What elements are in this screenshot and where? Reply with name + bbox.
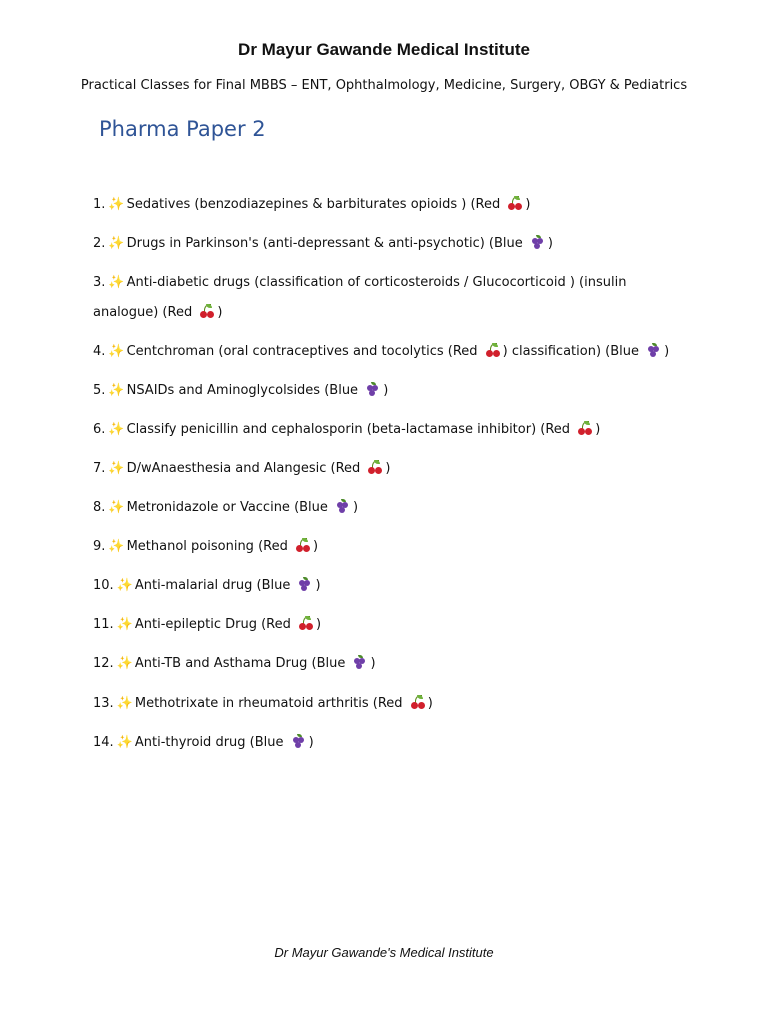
- item-text: Methanol poisoning (Red: [126, 539, 292, 554]
- cherries-icon: [484, 343, 501, 357]
- list-item: [93, 190, 673, 220]
- sparkles-icon: ✨: [116, 696, 133, 711]
- list-item: [93, 532, 673, 562]
- item-number: 3.: [93, 275, 106, 290]
- cherries-icon: [198, 304, 215, 318]
- cherries-icon: [366, 460, 383, 474]
- item-text-close: ): [427, 696, 433, 711]
- sparkles-icon: ✨: [116, 617, 133, 632]
- course-subtitle: Practical Classes for Final MBBS – ENT, Ophthalmology, Medicine, Surgery, OBGY & Pediatrics: [80, 78, 688, 93]
- list-item: [93, 610, 673, 640]
- item-text-close: ): [312, 539, 319, 554]
- list-item: [93, 571, 673, 601]
- cherries-icon: [506, 196, 523, 210]
- list-item: [93, 454, 673, 484]
- paper-heading: Pharma Paper 2: [99, 117, 266, 141]
- item-number: 7.: [93, 461, 106, 476]
- item-text: Metronidazole or Vaccine (Blue: [126, 500, 333, 515]
- item-number: 5.: [93, 383, 106, 398]
- grapes-icon: [334, 499, 351, 513]
- item-text: Methotrixate in rheumatoid arthritis (Red: [134, 696, 407, 711]
- cherries-icon: [294, 538, 311, 552]
- item-text: Anti-thyroid drug (Blue: [134, 735, 288, 750]
- item-text-close: ): [370, 656, 376, 671]
- list-item: [93, 268, 673, 328]
- item-text-close: ): [383, 383, 389, 398]
- grapes-icon: [645, 343, 662, 357]
- sparkles-icon: ✨: [108, 461, 125, 476]
- list-item: [93, 229, 673, 259]
- grapes-icon: [290, 734, 307, 748]
- item-number: 9.: [93, 539, 106, 554]
- item-number: 8.: [93, 500, 106, 515]
- sparkles-icon: ✨: [108, 539, 125, 554]
- item-text: Anti-diabetic drugs (classification of corticosteroids / Glucocorticoid ) (insulin analogue) (Red: [93, 275, 627, 320]
- institute-title: Dr Mayur Gawande Medical Institute: [238, 40, 530, 59]
- item-number: 14.: [93, 735, 114, 750]
- sparkles-icon: ✨: [116, 578, 133, 593]
- item-text-close: ): [315, 578, 321, 593]
- item-text-end: ): [664, 344, 670, 359]
- item-number: 2.: [93, 236, 106, 251]
- sparkles-icon: ✨: [108, 500, 125, 515]
- list-item: [93, 415, 673, 445]
- sparkles-icon: ✨: [108, 236, 125, 251]
- item-number: 10.: [93, 578, 114, 593]
- page-footer: Dr Mayur Gawande's Medical Institute: [274, 945, 494, 960]
- grapes-icon: [351, 655, 368, 669]
- item-number: 12.: [93, 656, 114, 671]
- grapes-icon: [529, 235, 546, 249]
- sparkles-icon: ✨: [108, 344, 125, 359]
- list-item: [93, 337, 673, 367]
- item-text: Centchroman (oral contraceptives and tocolytics (Red: [126, 344, 482, 359]
- item-text-close: ): [353, 500, 359, 515]
- item-text-close: ): [547, 236, 553, 251]
- item-text-close: ): [385, 461, 391, 476]
- item-number: 6.: [93, 422, 106, 437]
- sparkles-icon: ✨: [108, 197, 125, 212]
- sparkles-icon: ✨: [108, 422, 125, 437]
- item-text: Sedatives (benzodiazepines & barbiturates opioids ) (Red: [126, 197, 505, 212]
- item-text-close: ): [316, 617, 322, 632]
- list-item: [93, 376, 673, 406]
- item-number: 11.: [93, 617, 114, 632]
- cherries-icon: [409, 695, 426, 709]
- grapes-icon: [364, 382, 381, 396]
- item-text-close: ): [595, 422, 601, 437]
- item-text-close: ): [525, 197, 531, 212]
- list-item: [93, 689, 673, 719]
- list-item: [93, 728, 673, 758]
- item-text: Anti-TB and Asthama Drug (Blue: [134, 656, 350, 671]
- item-number: 4.: [93, 344, 106, 359]
- sparkles-icon: ✨: [108, 383, 125, 398]
- item-text: D/wAnaesthesia and Alangesic (Red: [126, 461, 365, 476]
- item-text-close: ) classification) (Blue: [502, 344, 644, 359]
- cherries-icon: [576, 421, 593, 435]
- sparkles-icon: ✨: [108, 275, 125, 290]
- item-text: Classify penicillin and cephalosporin (beta-lactamase inhibitor) (Red: [126, 422, 575, 437]
- item-text: Anti-epileptic Drug (Red: [134, 617, 296, 632]
- item-text-close: ): [308, 735, 314, 750]
- item-text: Drugs in Parkinson's (anti-depressant & anti-psychotic) (Blue: [126, 236, 527, 251]
- item-text: Anti-malarial drug (Blue: [134, 578, 295, 593]
- list-item: [93, 649, 673, 679]
- item-text-close: ): [217, 305, 223, 320]
- item-text: NSAIDs and Aminoglycolsides (Blue: [126, 383, 363, 398]
- sparkles-icon: ✨: [116, 656, 133, 671]
- sparkles-icon: ✨: [116, 735, 133, 750]
- list-item: [93, 493, 673, 523]
- cherries-icon: [297, 616, 314, 630]
- item-number: 13.: [93, 696, 114, 711]
- grapes-icon: [296, 577, 313, 591]
- item-number: 1.: [93, 197, 106, 212]
